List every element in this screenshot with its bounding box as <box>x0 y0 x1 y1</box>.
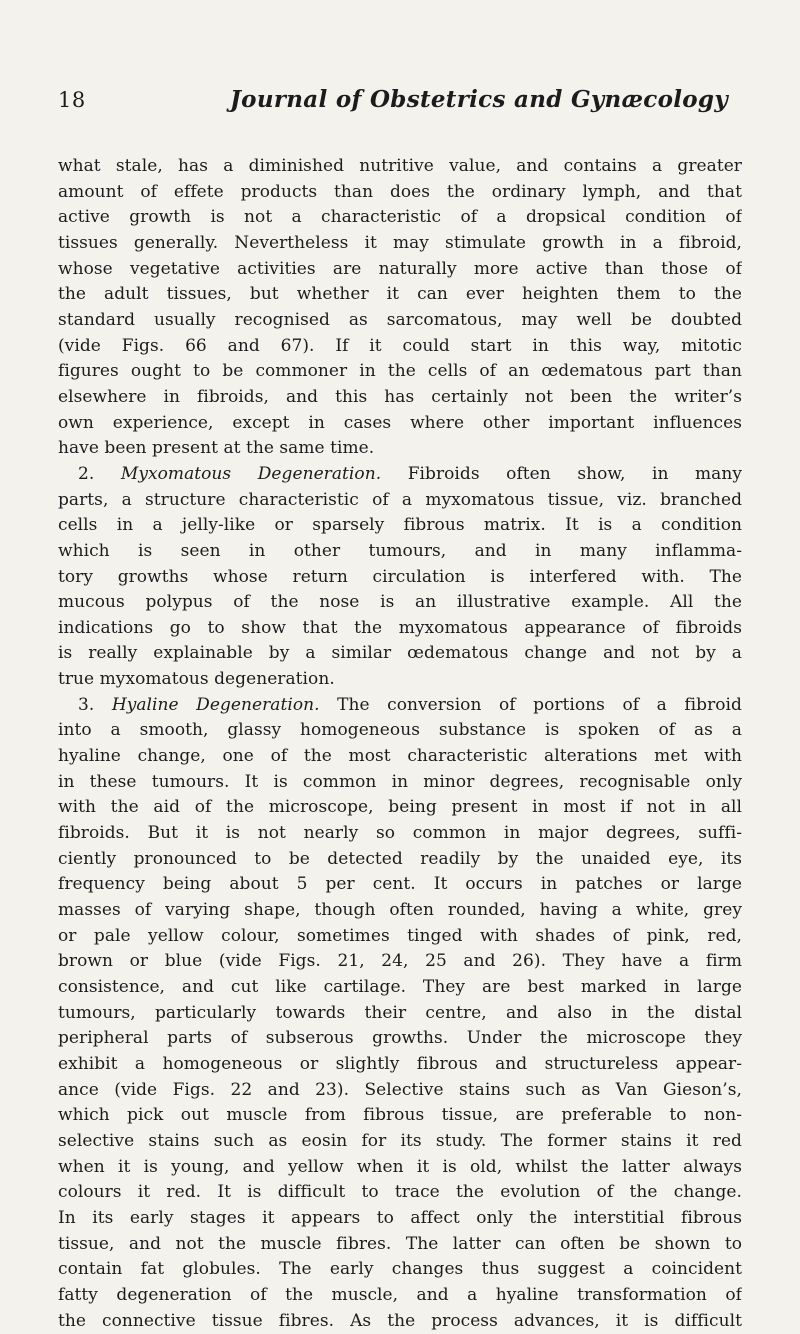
text-line <box>58 1026 742 1052</box>
line-text: into a smooth, glassy homogeneous substance is spoken of as a <box>58 720 742 741</box>
line-text: is really explainable by a similar œdematous change and not by a <box>58 643 742 664</box>
line-text: whose vegetative activities are naturally more active than those of <box>58 258 742 279</box>
line-text: The conversion of portions of a fibroid <box>319 694 742 715</box>
text-line <box>58 359 742 385</box>
text-line <box>58 282 742 308</box>
text-line <box>58 847 742 873</box>
line-text: indications go to show that the myxomatous appearance of fibroids <box>58 617 742 638</box>
text-line <box>58 1155 742 1181</box>
text-line <box>58 872 742 898</box>
text-line <box>58 308 742 334</box>
text-line <box>58 821 742 847</box>
line-text: 2. <box>78 463 121 484</box>
line-text: ciently pronounced to be detected readily by the unaided eye, its <box>58 848 742 869</box>
line-text: ance (vide Figs. 22 and 23). Selective stains such as Van Gieson’s, <box>58 1079 742 1100</box>
line-text: tissues generally. Nevertheless it may stimulate growth in a fibroid, <box>58 232 742 253</box>
line-text: elsewhere in fibroids, and this has certainly not been the writer’s <box>58 386 742 407</box>
line-text: fibroids. But it is not nearly so common in major degrees, suffi- <box>58 823 742 844</box>
line-text: brown or blue (vide Figs. 21, 24, 25 and 26). They have a firm <box>58 951 742 972</box>
line-text: which is seen in other tumours, and in many inflamma- <box>58 540 742 561</box>
line-text: true myxomatous degeneration. <box>58 669 335 690</box>
line-text: standard usually recognised as sarcomatous, may well be doubted <box>58 309 742 330</box>
running-title: Journal of Obstetrics and Gynæcology <box>230 86 728 113</box>
line-text: 3. <box>78 694 112 715</box>
text-line <box>58 1052 742 1078</box>
text-line <box>58 1078 742 1104</box>
line-text: the connective tissue fibres. As the process advances, it is difficult <box>58 1310 742 1331</box>
line-text: have been present at the same time. <box>58 438 375 459</box>
text-line <box>58 667 742 693</box>
text-line <box>58 616 742 642</box>
text-line <box>58 641 742 667</box>
line-text: in these tumours. It is common in minor degrees, recognisable only <box>58 771 742 792</box>
body-text <box>58 154 742 1334</box>
line-text: tumours, particularly towards their centre, and also in the distal <box>58 1002 742 1023</box>
line-text: selective stains such as eosin for its study. The former stains it red <box>58 1130 742 1151</box>
line-text: mucous polypus of the nose is an illustrative example. All the <box>58 592 742 613</box>
text-line <box>58 949 742 975</box>
text-line <box>58 975 742 1001</box>
text-line <box>58 565 742 591</box>
text-line <box>58 231 742 257</box>
line-text: exhibit a homogeneous or slightly fibrous and structureless appear- <box>58 1053 742 1074</box>
line-text: consistence, and cut like cartilage. They are best marked in large <box>58 977 742 997</box>
text-line <box>58 180 742 206</box>
text-line <box>58 1232 742 1258</box>
text-line <box>58 1180 742 1206</box>
text-line <box>58 411 742 437</box>
line-text: cells in a jelly-like or sparsely fibrous matrix. It is a condition <box>58 515 742 536</box>
text-line <box>58 795 742 821</box>
text-line <box>58 1283 742 1309</box>
line-text: which pick out muscle from fibrous tissue, are preferable to non- <box>58 1105 742 1126</box>
line-text: figures ought to be commoner in the cells of an œdematous part than <box>58 361 742 382</box>
line-text: tissue, and not the muscle fibres. The latter can often be shown to <box>58 1233 742 1254</box>
text-line <box>58 385 742 411</box>
line-text: colours it red. It is difficult to trace the evolution of the change. <box>58 1182 742 1203</box>
text-line <box>58 1129 742 1155</box>
line-text: In its early stages it appears to affect only the interstitial fibrous <box>58 1207 742 1228</box>
line-text: what stale, has a diminished nutritive value, and contains a greater <box>58 156 742 176</box>
text-line <box>58 898 742 924</box>
text-line <box>58 1309 742 1334</box>
text-line <box>58 924 742 950</box>
page-header <box>58 88 738 122</box>
line-text: amount of effete products than does the ordinary lymph, and that <box>58 181 742 202</box>
line-text: masses of varying shape, though often rounded, having a white, grey <box>58 900 742 921</box>
line-text: the adult tissues, but whether it can ever heighten them to the <box>58 284 742 305</box>
text-line <box>58 205 742 231</box>
line-text: fatty degeneration of the muscle, and a hyaline transformation of <box>58 1284 742 1305</box>
line-text: contain fat globules. The early changes thus suggest a coincident <box>58 1259 742 1280</box>
text-line <box>58 1206 742 1232</box>
text-line <box>58 513 742 539</box>
line-text: peripheral parts of subserous growths. Under the microscope they <box>58 1028 742 1049</box>
text-line <box>58 770 742 796</box>
text-line <box>58 539 742 565</box>
text-line <box>58 334 742 360</box>
page-number: 18 <box>58 88 86 112</box>
line-text: hyaline change, one of the most characteristic alterations met with <box>58 746 742 767</box>
line-text: parts, a structure characteristic of a myxomatous tissue, viz. branched <box>58 489 742 510</box>
text-line <box>58 436 742 462</box>
text-line <box>58 693 742 719</box>
line-text: active growth is not a characteristic of a dropsical condition of <box>58 207 742 228</box>
line-text: or pale yellow colour, sometimes tinged with shades of pink, red, <box>58 925 742 946</box>
line-text: (vide Figs. 66 and 67). If it could start in this way, mitotic <box>58 335 742 356</box>
line-text: frequency being about 5 per cent. It occurs in patches or large <box>58 874 742 895</box>
line-text: Fibroids often show, in many <box>381 463 742 484</box>
text-line <box>58 1103 742 1129</box>
text-line <box>58 744 742 770</box>
text-line <box>58 590 742 616</box>
line-text: tory growths whose return circulation is interfered with. The <box>58 566 742 587</box>
text-line <box>58 462 742 488</box>
line-text: own experience, except in cases where other important influences <box>58 412 742 433</box>
line-text: when it is young, and yellow when it is old, whilst the latter always <box>58 1156 742 1177</box>
text-line <box>58 718 742 744</box>
line-text: with the aid of the microscope, being present in most if not in all <box>58 797 742 818</box>
text-line <box>58 257 742 283</box>
text-line <box>58 154 742 180</box>
section-heading: Hyaline Degeneration. <box>111 694 320 715</box>
text-line <box>58 1001 742 1027</box>
section-heading: Myxomatous Degeneration. <box>120 463 382 484</box>
text-line <box>58 488 742 514</box>
text-line <box>58 1257 742 1283</box>
